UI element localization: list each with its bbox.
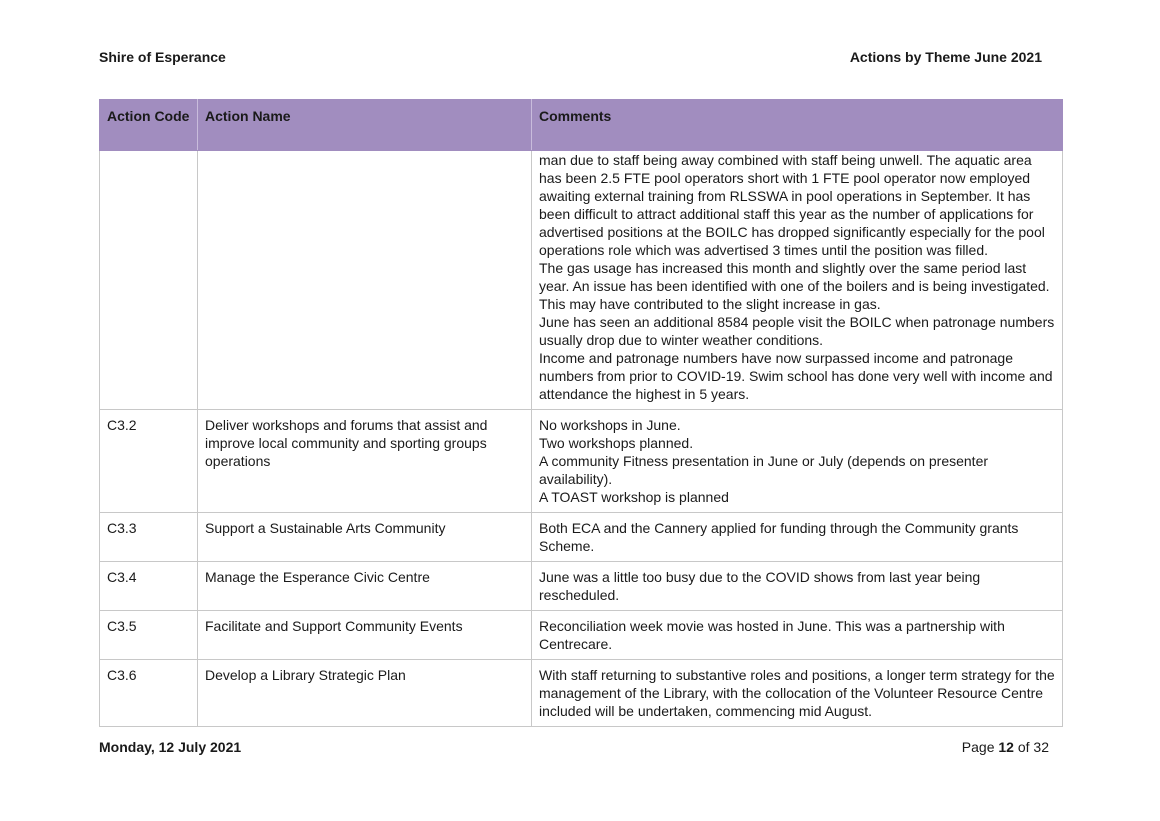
comment-line: With staff returning to substantive roles and positions, a longer term strategy for the management of the Library, with the collocation of the Volunteer Resource Centre included will be undertaken, commencing mid August. bbox=[539, 667, 1055, 719]
comment-line: June was a little too busy due to the COVID shows from last year being rescheduled. bbox=[539, 569, 981, 603]
comments-cell bbox=[532, 410, 1063, 513]
comment-line: A community Fitness presentation in June or July (depends on presenter availability). bbox=[539, 453, 989, 487]
comment-line: Both ECA and the Cannery applied for funding through the Community grants Scheme. bbox=[539, 520, 1019, 554]
table-row-c3-2 bbox=[100, 410, 1063, 513]
comment-line: June has seen an additional 8584 people visit the BOILC when patronage numbers usually drop due to winter weather conditions. bbox=[539, 314, 1055, 348]
comments-cell bbox=[532, 562, 1063, 611]
action-code-cell bbox=[100, 151, 198, 410]
comment-line: man due to staff being away combined with staff being unwell. The aquatic area has been 2.5 FTE pool operators short with 1 FTE pool operator now employed awaiting external training from RLSSWA in pool operations in September. It has been difficult to attract additional staff this year as the number of applications for advertised positions at the BOILC has dropped significantly especially for the pool operations role which was advertised 3 times until the position was filled. bbox=[539, 152, 1045, 258]
column-header-comments: Comments bbox=[532, 100, 1063, 151]
comments-cell bbox=[532, 660, 1063, 727]
comment-line: No workshops in June. bbox=[539, 417, 681, 433]
action-code-cell: C3.6 bbox=[100, 660, 198, 727]
page-prefix: Page bbox=[961, 739, 995, 755]
action-name-cell: Deliver workshops and forums that assist and improve local community and sporting groups operations bbox=[198, 410, 532, 513]
column-header-action-name: Action Name bbox=[198, 100, 532, 151]
comment-line: Income and patronage numbers have now surpassed income and patronage numbers from prior to COVID-19. Swim school has done very well with income and attendance the highest in 5 years. bbox=[539, 350, 1053, 402]
action-code-cell: C3.3 bbox=[100, 513, 198, 562]
comments-cell bbox=[532, 611, 1063, 660]
comments-cell bbox=[532, 151, 1063, 410]
action-code-cell: C3.5 bbox=[100, 611, 198, 660]
comment-line: Reconciliation week movie was hosted in June. This was a partnership with Centrecare. bbox=[539, 618, 1005, 652]
table-header-row bbox=[100, 100, 1063, 151]
table-row-c3-3 bbox=[100, 513, 1063, 562]
action-name-cell: Develop a Library Strategic Plan bbox=[198, 660, 532, 727]
action-code-cell: C3.2 bbox=[100, 410, 198, 513]
comment-line: Two workshops planned. bbox=[539, 435, 694, 451]
footer-page-number bbox=[962, 739, 1049, 755]
comments-cell bbox=[532, 513, 1063, 562]
header-organisation: Shire of Esperance bbox=[99, 49, 226, 65]
action-name-cell: Facilitate and Support Community Events bbox=[198, 611, 532, 660]
page-current: 12 bbox=[998, 739, 1014, 755]
table-row-continued bbox=[100, 151, 1063, 410]
table-row-c3-5 bbox=[100, 611, 1063, 660]
column-header-action-code: Action Code bbox=[100, 100, 198, 151]
page-total: 32 bbox=[1033, 739, 1049, 755]
table-row-c3-6 bbox=[100, 660, 1063, 727]
page-of: of bbox=[1017, 739, 1030, 755]
action-code-cell: C3.4 bbox=[100, 562, 198, 611]
comment-line: The gas usage has increased this month and slightly over the same period last year. An issue has been identified with one of the boilers and is being investigated. This may have contributed to the slight increase in gas. bbox=[539, 260, 1050, 312]
footer-date: Monday, 12 July 2021 bbox=[99, 739, 242, 755]
header-report-title: Actions by Theme June 2021 bbox=[849, 49, 1042, 65]
comment-line: A TOAST workshop is planned bbox=[539, 489, 729, 505]
table-row-c3-4 bbox=[100, 562, 1063, 611]
action-name-cell: Support a Sustainable Arts Community bbox=[198, 513, 532, 562]
action-name-cell: Manage the Esperance Civic Centre bbox=[198, 562, 532, 611]
actions-table bbox=[99, 99, 1063, 727]
action-name-cell bbox=[198, 151, 532, 410]
